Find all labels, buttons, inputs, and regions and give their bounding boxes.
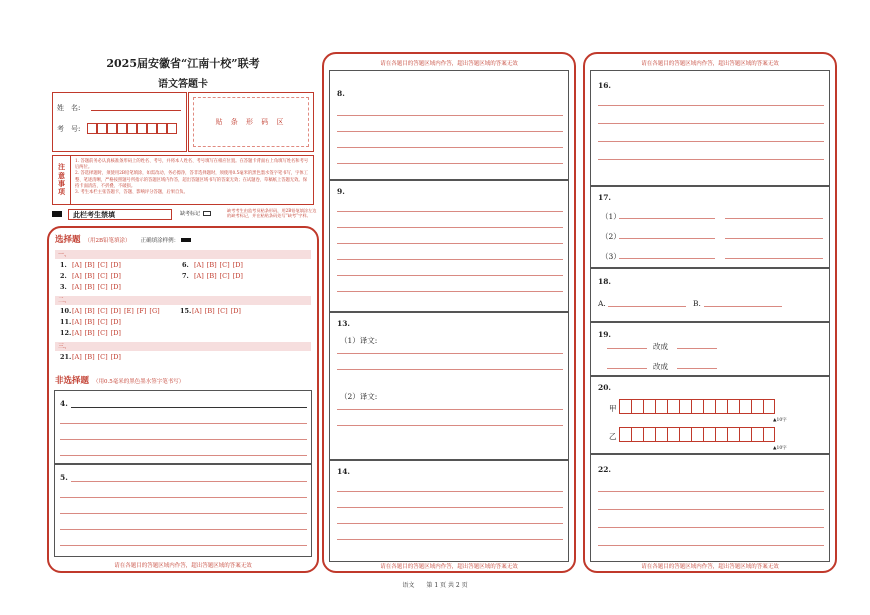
q19-number: 19. (598, 330, 612, 339)
q19-change-label-1: 改成 (653, 342, 668, 351)
q22-number: 22. (598, 465, 612, 474)
choice-row-1[interactable]: 1. [A] [B] [C] [D] (60, 261, 121, 269)
absent-mark[interactable]: 缺考标记 (180, 210, 211, 217)
name-field[interactable] (91, 110, 181, 111)
q17-number: 17. (598, 193, 612, 202)
choice-row-2[interactable]: 2. [A] [B] [C] [D] (60, 272, 121, 280)
mid-top-caption: 请在各题目的答题区域内作答，超出答题区域的答案无效 (380, 61, 518, 67)
choice-row-21[interactable]: 21.[A] [B] [C] [D] (60, 353, 121, 361)
nonchoice-section-title: 非选择题 （用0.5毫米的黑色墨水签字笔书写） (55, 376, 185, 386)
left-bottom-caption: 请在各题目的答题区域内作答，超出答题区域的答案无效 (114, 563, 252, 569)
q17-part3-label: （3） (601, 252, 621, 261)
id-digit-boxes[interactable] (87, 123, 177, 134)
q20-answer-area[interactable] (590, 376, 830, 454)
middle-answer-panel (322, 52, 576, 573)
choice-group-2: 二、 (55, 296, 311, 305)
choice-group-3: 三、 (55, 342, 311, 351)
q13-answer-area[interactable] (329, 312, 569, 460)
q20-jia-marker: ▲10字 (773, 418, 787, 423)
choice-row-3[interactable]: 3. [A] [B] [C] [D] (60, 283, 121, 291)
exam-title: 2025届安徽省“江南十校”联考 (106, 57, 260, 70)
q18-a-label: A. (598, 299, 606, 308)
notice-label: 注 意 事 项 (53, 156, 71, 204)
q9-number: 9. (337, 187, 345, 196)
q5-number: 5. (60, 473, 68, 482)
q14-answer-area[interactable] (329, 460, 569, 562)
mid-bottom-caption: 请在各题目的答题区域内作答，超出答题区域的答案无效 (380, 564, 518, 570)
choice-row-11[interactable]: 11.[A] [B] [C] [D] (60, 318, 121, 326)
choice-row-6[interactable]: 6. [A] [B] [C] [D] (182, 261, 243, 269)
q19-change-label-2: 改成 (653, 362, 668, 371)
notice-text: 1. 答题前务必认真核准条形码上的姓名、考号，并将本人姓名、考号填写在相应位置。在答题卡背面右上角填写姓名和考号后两位。 2. 答选择题时，须使用2B铅笔填涂，如需改动，务必擦净，答非选择题时，须使用0.5毫米的黑色墨水签字笔书写，字体工整、笔迹清晰，严格按照题号所指示的答题区域内作答，超出答题区域书写的答案无效；在试题卷、草稿纸上答题无效。保持卡面清洁，不折叠、不破损。 3. 考生本栏主张答题卡，答题、影响评分答题，后果自负。 (75, 159, 309, 196)
q17-answer-area[interactable] (590, 186, 830, 268)
choice-group-1: 一、 (55, 250, 311, 259)
q22-answer-area[interactable] (590, 454, 830, 562)
q20-jia-grid[interactable] (619, 399, 775, 414)
forbid-row (52, 208, 317, 221)
q4-answer-area[interactable] (54, 390, 312, 464)
absent-mark-box[interactable] (203, 211, 211, 216)
q18-b-label: B. (693, 299, 701, 308)
q13-number: 13. (337, 319, 351, 328)
q8-answer-area[interactable] (329, 70, 569, 180)
q20-jia-label: 甲 (609, 404, 617, 413)
choice-row-10[interactable]: 10.[A] [B] [C] [D] [E] [F] [G] (60, 307, 160, 315)
q13-part1-label: （1）译文: (340, 336, 378, 345)
q13-part2-label: （2）译文: (340, 392, 378, 401)
choice-section-title: 选择题 （用2B铅笔填涂） 正确填涂样例： (55, 233, 191, 245)
q18-number: 18. (598, 277, 612, 286)
barcode-label: 贴 条 形 码 区 (193, 97, 309, 147)
q16-number: 16. (598, 81, 612, 90)
fill-example-mark (181, 238, 191, 242)
choice-row-7[interactable]: 7. [A] [B] [C] [D] (182, 272, 243, 280)
q16-answer-area[interactable] (590, 70, 830, 186)
q9-answer-area[interactable] (329, 180, 569, 312)
q20-yi-grid[interactable] (619, 427, 775, 442)
q8-number: 8. (337, 89, 345, 98)
left-answer-panel (47, 226, 319, 573)
choice-row-12[interactable]: 12.[A] [B] [C] [D] (60, 329, 121, 337)
forbid-label: 此栏考生禁填 (68, 209, 172, 220)
q20-yi-marker: ▲10字 (773, 446, 787, 451)
answer-sheet-title: 语文答题卡 (158, 79, 208, 90)
q19-answer-area[interactable] (590, 322, 830, 376)
q17-part1-label: （1） (601, 212, 621, 221)
q17-part2-label: （2） (601, 232, 621, 241)
page-footer: 语文 第 1 页 共 2 页 (402, 582, 468, 589)
q20-number: 20. (598, 383, 612, 392)
q5-answer-area[interactable] (54, 464, 312, 557)
student-info-box (52, 92, 187, 152)
choice-row-15[interactable]: 15.[A] [B] [C] [D] (180, 307, 241, 315)
name-label: 姓 名: (57, 104, 81, 112)
barcode-area (188, 92, 314, 152)
q4-number: 4. (60, 399, 68, 408)
right-answer-panel (583, 52, 837, 573)
forbid-black-block (52, 211, 62, 217)
q18-answer-area[interactable] (590, 268, 830, 322)
notice-box (52, 155, 314, 205)
q20-yi-label: 乙 (609, 432, 617, 441)
right-bottom-caption: 请在各题目的答题区域内作答，超出答题区域的答案无效 (641, 564, 779, 570)
id-label: 考 号: (57, 125, 81, 133)
q14-number: 14. (337, 467, 351, 476)
right-top-caption: 请在各题目的答题区域内作答，超出答题区域的答案无效 (641, 61, 779, 67)
forbid-note: 缺考考生由监考员粘条形码，用2B铅笔填涂左边的缺考标记，并在粘贴条码处写“缺考”字样。 (227, 208, 317, 219)
